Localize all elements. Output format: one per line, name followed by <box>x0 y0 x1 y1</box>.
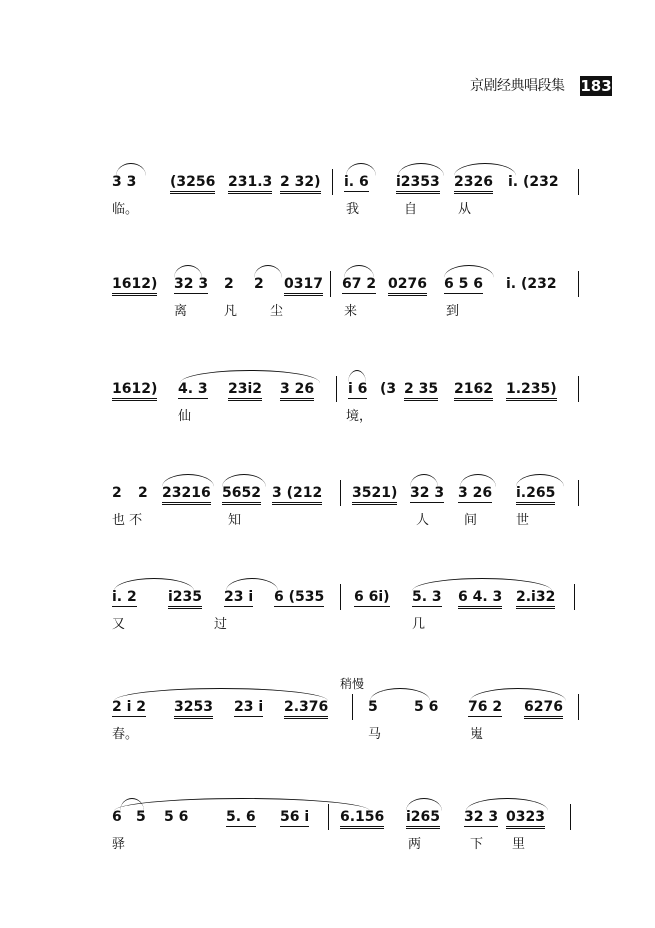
lyric: 下 <box>470 837 484 852</box>
score-line-6 <box>108 680 588 760</box>
lyric: 从 <box>458 202 472 217</box>
lyric: 知 <box>228 513 242 528</box>
note-group: 2162 <box>454 380 493 401</box>
note-group: 6 <box>112 809 122 825</box>
lyric: 自 <box>404 202 418 217</box>
score-line-1 <box>108 155 588 235</box>
note-group: i 6 <box>348 381 368 397</box>
page-number: 183 <box>580 77 612 95</box>
note-group: 32 3 <box>464 809 499 825</box>
score-line-4 <box>108 466 588 546</box>
note-group: 76 2 <box>468 699 503 715</box>
barline <box>336 376 337 402</box>
note-group: i235 <box>168 588 202 609</box>
lyric: 过 <box>214 617 228 632</box>
barline <box>578 376 579 402</box>
lyric: 世 <box>516 513 530 528</box>
note-group: i. 2 <box>112 589 137 605</box>
barline <box>578 169 579 195</box>
lyric: 几 <box>412 617 426 632</box>
lyric: 境， <box>346 409 373 424</box>
note-group: 231.3 <box>228 173 272 194</box>
barline <box>328 804 329 830</box>
lyric: 我 <box>346 202 360 217</box>
note-group: 3 26 <box>280 380 314 401</box>
note-group: 4. 3 <box>178 381 208 397</box>
note-group: 5 <box>368 699 378 715</box>
note-group: 6 5 6 <box>444 276 483 292</box>
note-group: 23 i <box>234 699 264 715</box>
note-group: 3521) <box>352 484 397 505</box>
note-group: 23 i <box>224 589 254 605</box>
lyric: 离 <box>174 304 188 319</box>
note-group: 0276 <box>388 275 427 296</box>
barline <box>340 480 341 506</box>
lyric: 又 <box>112 617 126 632</box>
lyric: 凡 <box>224 304 238 319</box>
note-group: 32 3 <box>174 276 209 292</box>
lyric: 两 <box>408 837 422 852</box>
book-title: 京剧经典唱段集 <box>470 78 565 94</box>
lyric: 仙 <box>178 409 192 424</box>
note-group: 5 6 <box>414 699 439 715</box>
note-group: 23216 <box>162 484 211 505</box>
lyric: 尘 <box>270 304 284 319</box>
slur <box>120 798 144 811</box>
note-group: (3 <box>380 381 397 397</box>
note-group: 2 i 2 <box>112 699 147 715</box>
score-line-2 <box>108 257 588 337</box>
note-group: 1612) <box>112 275 157 296</box>
note-group: 3253 <box>174 698 213 719</box>
barline <box>578 694 579 720</box>
note-group: (3256 <box>170 173 215 194</box>
lyric: 里 <box>512 837 526 852</box>
lyric: 到 <box>446 304 460 319</box>
lyric: 嵬 <box>470 727 484 742</box>
note-group: 2 <box>112 485 122 501</box>
note-group: 3 3 <box>112 174 137 190</box>
tempo-mark: 稍慢 <box>340 677 365 691</box>
note-group: 2 <box>224 276 234 292</box>
note-group: 67 2 <box>342 276 377 292</box>
note-group: 2326 <box>454 173 493 194</box>
note-group: 6 4. 3 <box>458 588 502 609</box>
score-line-3 <box>108 362 588 442</box>
barline <box>570 804 571 830</box>
barline <box>332 169 333 195</box>
note-group: 5. 3 <box>412 589 442 605</box>
barline <box>352 694 353 720</box>
note-group: i265 <box>406 808 440 829</box>
note-group: 0323 <box>506 808 545 829</box>
lyric: 间 <box>464 513 478 528</box>
note-group: 2 <box>138 485 148 501</box>
barline <box>340 584 341 610</box>
lyric: 来 <box>344 304 358 319</box>
note-group: 6276 <box>524 698 563 719</box>
lyric: 临。 <box>112 202 139 217</box>
note-group: 32 3 <box>410 485 445 501</box>
lyric: 春。 <box>112 727 139 742</box>
barline <box>578 271 579 297</box>
note-group: 5652 <box>222 484 261 505</box>
note-group: i. 6 <box>344 174 369 190</box>
note-group: 6.156 <box>340 808 384 829</box>
barline <box>574 584 575 610</box>
note-group: 5 6 <box>164 809 189 825</box>
note-group: 5. 6 <box>226 809 256 825</box>
note-group: i2353 <box>396 173 440 194</box>
note-group: 6 6i) <box>354 589 390 605</box>
note-group: 2 35 <box>404 380 438 401</box>
note-group: 1612) <box>112 380 157 401</box>
note-group: 6 (535 <box>274 589 325 605</box>
note-group: 1.235) <box>506 380 557 401</box>
lyric: 也 不 <box>112 513 143 528</box>
lyric: 人 <box>416 513 430 528</box>
note-group: 23i2 <box>228 380 262 401</box>
note-group: 2 32) <box>280 173 321 194</box>
note-group: i.265 <box>516 484 555 505</box>
note-group: 0317 <box>284 275 323 296</box>
note-group: 2.i32 <box>516 588 555 609</box>
note-group: 3 26 <box>458 485 493 501</box>
note-group: i. (232 <box>506 276 557 292</box>
lyric: 马 <box>368 727 382 742</box>
score-line-7 <box>108 790 588 870</box>
note-group: 3 (212 <box>272 484 322 505</box>
note-group: i. (232 <box>508 174 559 190</box>
note-group: 2.376 <box>284 698 328 719</box>
note-group: 56 i <box>280 809 310 825</box>
lyric: 驿 <box>112 837 126 852</box>
score-line-5 <box>108 570 588 650</box>
note-group: 2 <box>254 276 264 292</box>
barline <box>578 480 579 506</box>
barline <box>330 271 331 297</box>
note-group: 5 <box>136 809 146 825</box>
